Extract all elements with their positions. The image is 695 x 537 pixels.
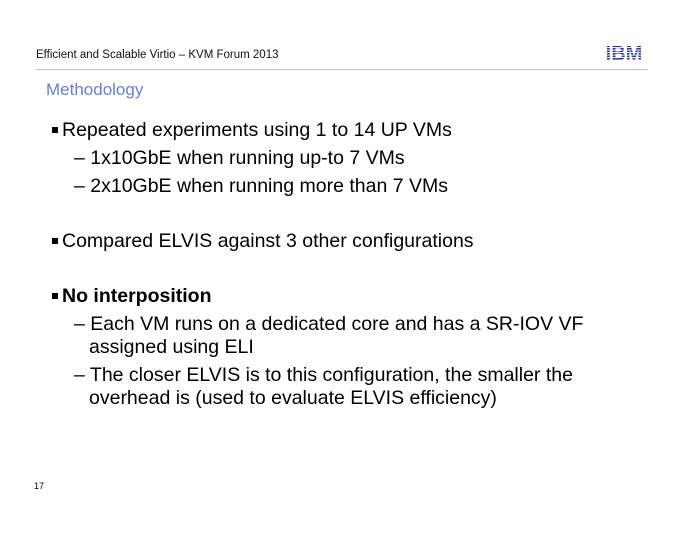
ibm-logo: [598, 43, 650, 63]
svg-text:IBM: IBM: [605, 43, 643, 63]
bullet-item: Repeated experiments using 1 to 14 UP VMs: [62, 119, 452, 141]
sub-bullet-continuation: overhead is (used to evaluate ELVIS efficiency): [89, 387, 497, 409]
sub-bullet-item: – Each VM runs on a dedicated core and has a SR-IOV VF: [74, 313, 584, 335]
sub-bullet-item: – 2x10GbE when running more than 7 VMs: [74, 175, 448, 197]
header-divider: [36, 69, 648, 70]
header-title: Efficient and Scalable Virtio – KVM Forum 2013: [36, 49, 279, 61]
bullet-item: Compared ELVIS against 3 other configurations: [62, 230, 474, 252]
bullet-square-icon: [52, 293, 58, 299]
sub-bullet-item: – 1x10GbE when running up-to 7 VMs: [74, 147, 405, 169]
bullet-square-icon: [52, 238, 58, 244]
section-title: Methodology: [46, 80, 144, 99]
bullet-square-icon: [52, 127, 58, 133]
sub-bullet-continuation: assigned using ELI: [89, 336, 254, 358]
page-number: 17: [34, 481, 45, 491]
bullet-item: No interposition: [62, 285, 212, 307]
sub-bullet-item: – The closer ELVIS is to this configuration, the smaller the: [74, 364, 573, 386]
